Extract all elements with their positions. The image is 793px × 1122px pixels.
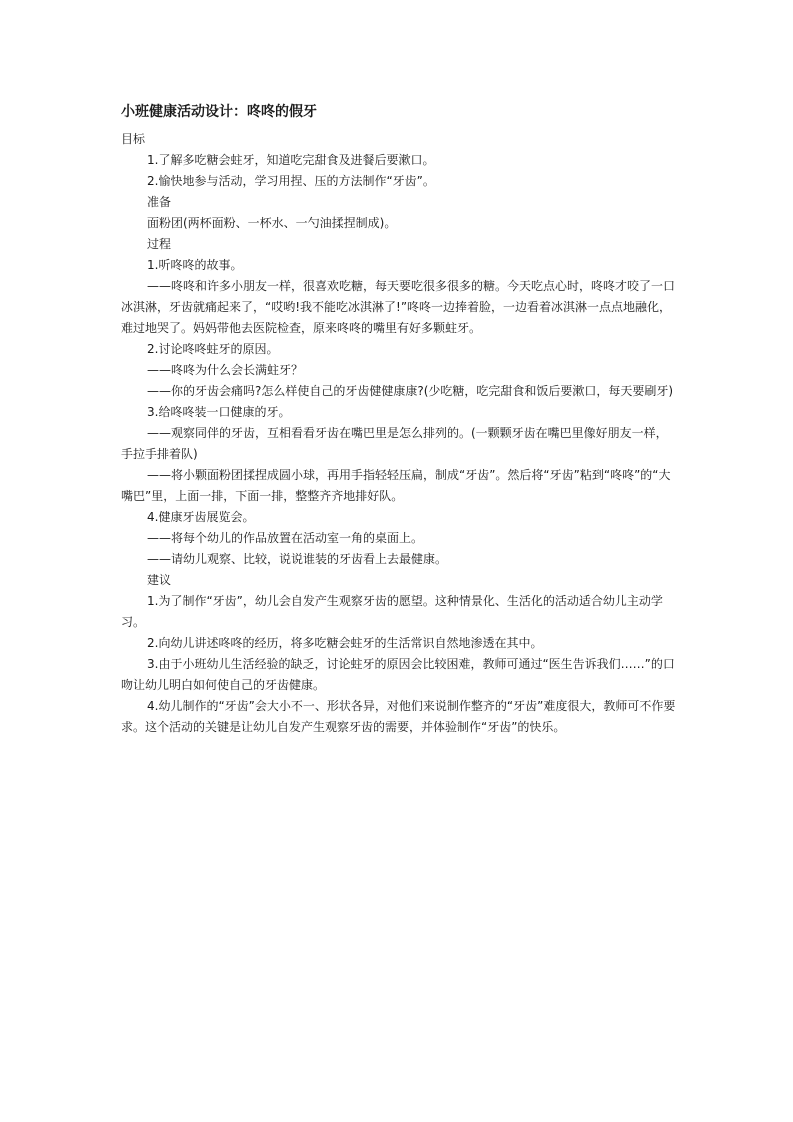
advice-item-2: 2.向幼儿讲述咚咚的经历，将多吃糖会蛀牙的生活常识自然地渗透在其中。 [147, 636, 543, 650]
section-heading-process: 过程 [147, 237, 172, 251]
process-step-1-text: ——咚咚和许多小朋友一样，很喜欢吃糖，每天要吃很多很多的糖。今天吃点心时，咚咚才咬了一口冰淇淋，牙齿就痛起来了，“哎哟!我不能吃冰淇淋了!”咚咚一边捧着脸，一边看着冰淇淋一点点地融化，难过地哭了。妈妈带他去医院检查，原来咚咚的嘴里有好多颗蛀牙。 [121, 279, 676, 335]
section-heading-goal: 目标 [121, 132, 146, 146]
process-step-4-text-b: ——请幼儿观察、比较，说说谁装的牙齿看上去最健康。 [147, 552, 448, 566]
advice-item-1: 1.为了制作“牙齿”，幼儿会自发产生观察牙齿的愿望。这种情景化、生活化的活动适合幼儿主动学习。 [121, 594, 663, 629]
process-step-3-text-b: ——将小颗面粉团揉捏成圆小球，再用手指轻轻压扁，制成“牙齿”。然后将“牙齿”粘到“咚咚”的“大嘴巴”里，上面一排，下面一排，整整齐齐地排好队。 [121, 468, 671, 503]
process-step-2-question-1: ——咚咚为什么会长满蛀牙？ [147, 363, 304, 377]
process-step-3: 3.给咚咚装一口健康的牙。 [147, 405, 291, 419]
process-step-4-text-a: ——将每个幼儿的作品放置在活动室一角的桌面上。 [147, 531, 424, 545]
section-heading-advice: 建议 [147, 573, 172, 587]
process-step-2-question-2: ——你的牙齿会痛吗?怎么样使自己的牙齿健健康康?(少吃糖，吃完甜食和饭后要漱口，每天要刷牙) [147, 384, 674, 398]
process-step-3-text-a: ——观察同伴的牙齿，互相看看牙齿在嘴巴里是怎么排列的。(一颗颗牙齿在嘴巴里像好朋友一样，手拉手排着队) [121, 426, 668, 461]
advice-item-4: 4.幼儿制作的“牙齿”会大小不一、形状各异，对他们来说制作整齐的“牙齿”难度很大，教师可不作要求。这个活动的关键是让幼儿自发产生观察牙齿的需要，并体验制作“牙齿”的快乐。 [121, 699, 676, 734]
goal-item-2: 2.愉快地参与活动，学习用捏、压的方法制作“牙齿”。 [147, 174, 435, 188]
document-title: 小班健康活动设计：咚咚的假牙 [121, 104, 317, 120]
section-heading-preparation: 准备 [147, 195, 172, 209]
process-step-2: 2.讨论咚咚蛀牙的原因。 [147, 342, 279, 356]
advice-item-3: 3.由于小班幼儿生活经验的缺乏，讨论蛀牙的原因会比较困难，教师可通过“医生告诉我们……”的口吻让幼儿明白如何使自己的牙齿健康。 [121, 657, 675, 692]
goal-item-1: 1.了解多吃糖会蛀牙，知道吃完甜食及进餐后要漱口。 [147, 153, 435, 167]
process-step-1: 1.听咚咚的故事。 [147, 258, 243, 272]
document-body [121, 129, 677, 738]
process-step-4: 4.健康牙齿展览会。 [147, 510, 255, 524]
preparation-item: 面粉团(两杯面粉、一杯水、一勺油揉捏制成)。 [147, 216, 397, 230]
